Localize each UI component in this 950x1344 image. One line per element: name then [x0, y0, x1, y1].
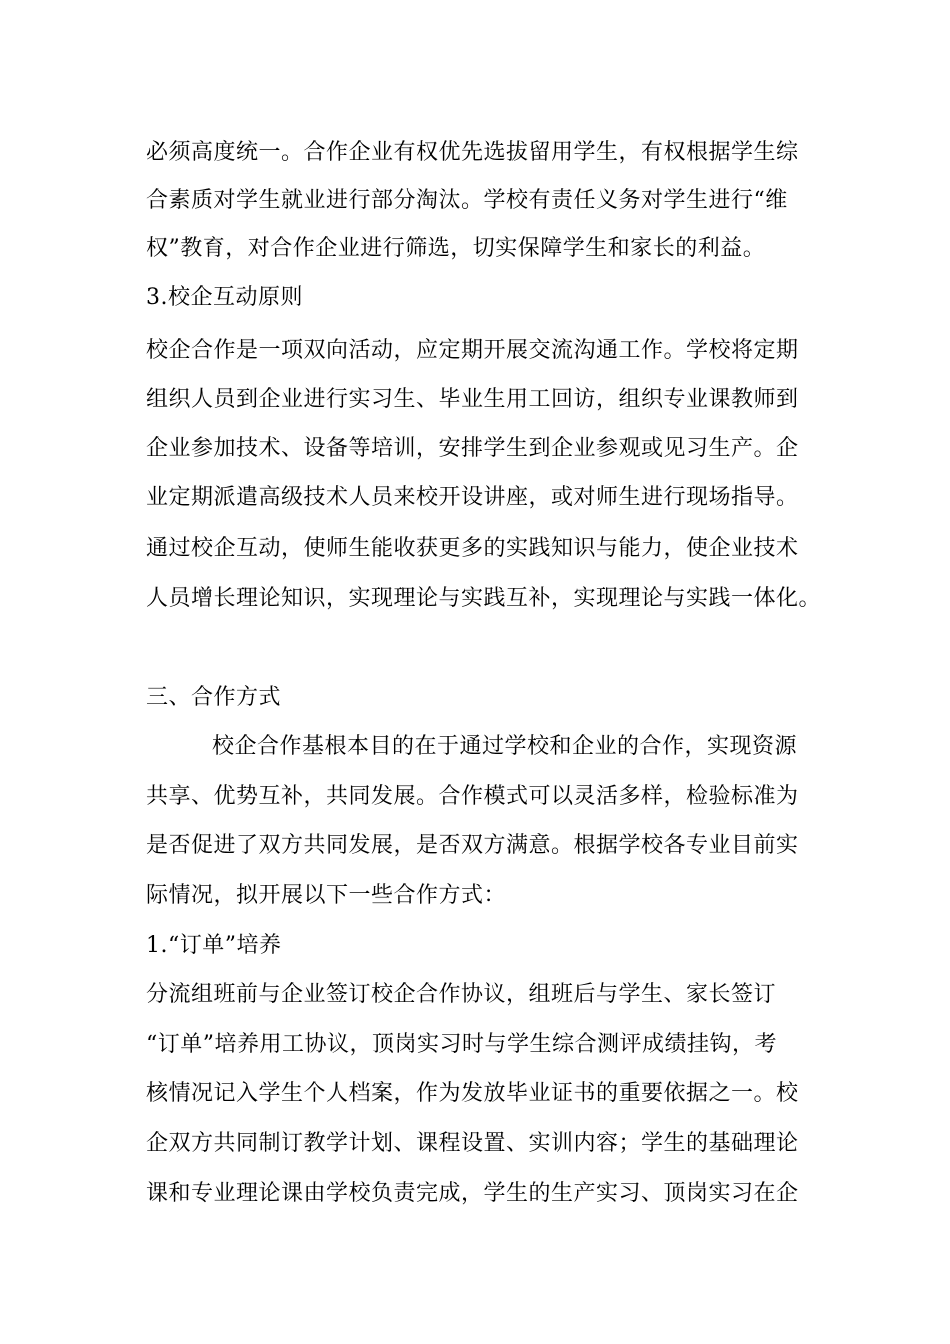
paragraph-line: 共享、优势互补，共同发展。合作模式可以灵活多样，检验标准为	[146, 784, 799, 809]
paragraph-line: 组织人员到企业进行实习生、毕业生用工回访，组织专业课教师到	[146, 387, 799, 412]
paragraph-line: 必须高度统一。合作企业有权优先选拔留用学生，有权根据学生综	[146, 140, 799, 165]
paragraph-line: 是否促进了双方共同发展，是否双方满意。根据学校各专业目前实	[146, 833, 799, 858]
section-heading: 1.“订单”培养	[146, 933, 282, 958]
paragraph-line: 课和专业理论课由学校负责完成，学生的生产实习、顶岗实习在企	[146, 1181, 799, 1206]
paragraph-line: 核情况记入学生个人档案，作为发放毕业证书的重要依据之一。校	[146, 1081, 799, 1106]
paragraph-line: 企业参加技术、设备等培训，安排学生到企业参观或见习生产。企	[146, 436, 799, 461]
paragraph-line: 分流组班前与企业签订校企合作协议，组班后与学生、家长签订	[146, 982, 777, 1007]
paragraph-line: 人员增长理论知识，实现理论与实践互补，实现理论与实践一体化。	[146, 586, 822, 611]
paragraph-line: 际情况，拟开展以下一些合作方式：	[146, 883, 507, 908]
paragraph-line: 权”教育，对合作企业进行筛选，切实保障学生和家长的利益。	[146, 236, 766, 261]
paragraph-line: “订单”培养用工协议，顶岗实习时与学生综合测评成绩挂钩，考	[146, 1032, 777, 1057]
paragraph-line: 校企合作是一项双向活动，应定期开展交流沟通工作。学校将定期	[146, 338, 799, 363]
section-heading: 3.校企互动原则	[146, 285, 303, 310]
paragraph-line: 业定期派遣高级技术人员来校开设讲座，或对师生进行现场指导。	[146, 485, 799, 510]
paragraph-line: 校企合作基根本目的在于通过学校和企业的合作，实现资源	[212, 734, 798, 759]
paragraph-line: 企双方共同制订教学计划、课程设置、实训内容；学生的基础理论	[146, 1131, 799, 1156]
paragraph-line: 合素质对学生就业进行部分淘汰。学校有责任义务对学生进行“维	[146, 188, 788, 213]
section-heading: 三、合作方式	[146, 685, 282, 710]
paragraph-line: 通过校企互动，使师生能收获更多的实践知识与能力，使企业技术	[146, 536, 799, 561]
